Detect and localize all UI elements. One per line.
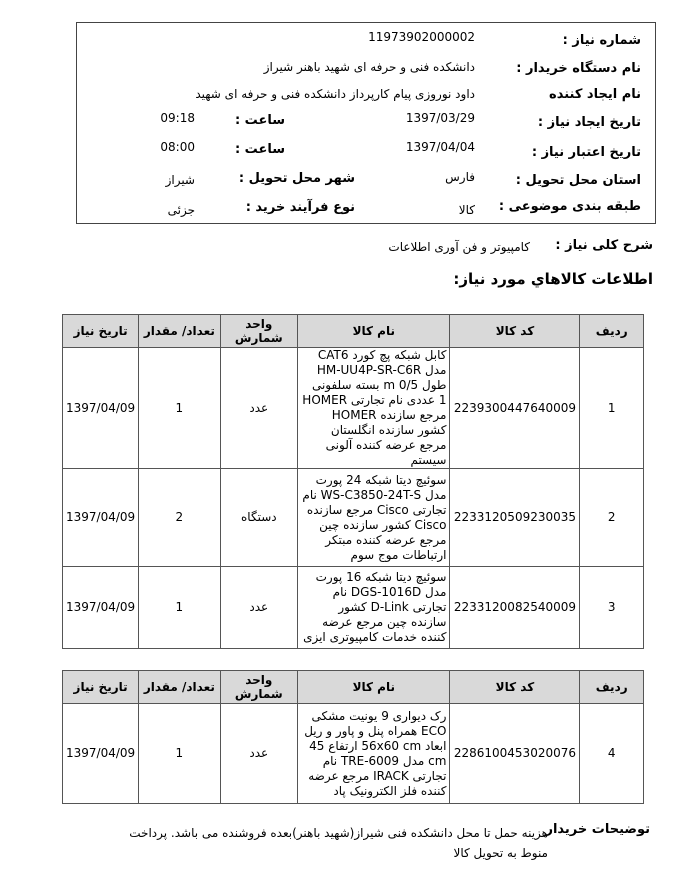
created-date: 1397/03/29 bbox=[405, 111, 475, 125]
cell-unit: عدد bbox=[220, 704, 298, 804]
col-code-header: کد کالا bbox=[450, 671, 580, 704]
cell-qty: 1 bbox=[139, 567, 220, 649]
summary-value: کامپیوتر و فن آوری اطلاعات bbox=[388, 240, 530, 254]
validity-date: 1397/04/04 bbox=[405, 140, 475, 154]
table-row bbox=[63, 567, 644, 649]
col-unit-header: واحد شمارش bbox=[220, 671, 298, 704]
cell-name: کابل شبکه پچ کورد CAT6 مدل HM-UU4P-SR-C6R طول 0/5 m بسته سلفونی 1 عددی نام تجارتی HOMER مرجع سازنده HOMER کشور سازنده انگلستان مرجع عرضه کننده آلونی سیستم bbox=[298, 348, 450, 469]
buyer-name: دانشکده فنی و حرفه ای شهید باهنر شیراز bbox=[263, 60, 475, 74]
table-row bbox=[63, 469, 644, 567]
col-name-header: نام کالا bbox=[298, 315, 450, 348]
cell-date: 1397/04/09 bbox=[63, 469, 139, 567]
cell-name: سوئیچ دیتا شبکه 16 پورت مدل DGS-1016D نام تجارتی D-Link کشور سازنده چین مرجع عرضه کننده خدمات کامپیوتری ایزی bbox=[298, 567, 450, 649]
cell-code: 2239300447640009 bbox=[450, 348, 580, 469]
province-label: استان محل تحویل : bbox=[515, 173, 641, 188]
col-qty-header: تعداد/ مقدار bbox=[139, 671, 220, 704]
items-table-2 bbox=[62, 670, 644, 804]
table-header-row bbox=[63, 315, 644, 348]
validity-date-label: تاریخ اعتبار نیاز : bbox=[531, 145, 641, 160]
items-table bbox=[62, 314, 644, 649]
col-qty-header: تعداد/ مقدار bbox=[139, 315, 220, 348]
col-code-header: کد کالا bbox=[450, 315, 580, 348]
cell-row: 3 bbox=[580, 567, 644, 649]
notes-value: هزینه حمل تا محل دانشکده فنی شیراز(شهید باهنر)بعده فروشنده می باشد. پرداخت منوط به تحویل کالا bbox=[129, 826, 548, 860]
cell-qty: 1 bbox=[139, 348, 220, 469]
created-time: 09:18 bbox=[160, 111, 195, 125]
col-row-header: ردیف bbox=[580, 315, 644, 348]
cell-unit: عدد bbox=[220, 567, 298, 649]
category-label: طبقه بندی موضوعی : bbox=[498, 199, 641, 214]
items-section-title: اطلاعات کالاهاي مورد نیاز: bbox=[453, 270, 653, 288]
created-time-label: ساعت : bbox=[234, 113, 285, 128]
table-row bbox=[63, 704, 644, 804]
need-info-box bbox=[76, 22, 656, 224]
creator-name: داود نوروزی پیام کارپرداز دانشکده فنی و حرفه ای شهید bbox=[195, 87, 475, 101]
cell-date: 1397/04/09 bbox=[63, 567, 139, 649]
col-date-header: تاریخ نیاز bbox=[63, 671, 139, 704]
col-row-header: ردیف bbox=[580, 671, 644, 704]
process-label: نوع فرآیند خرید : bbox=[245, 200, 355, 215]
col-name-header: نام کالا bbox=[298, 671, 450, 704]
creator-label: نام ایجاد کننده bbox=[549, 87, 641, 102]
cell-code: 2233120509230035 bbox=[450, 469, 580, 567]
cell-date: 1397/04/09 bbox=[63, 348, 139, 469]
notes-label: توضیحات خریدار bbox=[545, 822, 650, 837]
cell-name: رک دیواری 9 یونیت مشکی ECO همراه پنل و پاور و ریل ابعاد 56x60 cm ارتفاع 45 cm مدل TRE-6009 نام تجارتی IRACK مرجع عرضه کننده فلز الکترونیک پاد bbox=[298, 704, 450, 804]
summary-label: شرح کلی نیاز : bbox=[555, 238, 653, 253]
col-unit-header: واحد شمارش bbox=[220, 315, 298, 348]
cell-unit: عدد bbox=[220, 348, 298, 469]
need-number: 11973902000002 bbox=[368, 30, 475, 44]
cell-name: سوئیچ دیتا شبکه 24 پورت مدل WS-C3850-24T-S نام تجارتی Cisco مرجع سازنده Cisco کشور سازنده چین مرجع عرضه کننده مبتکر ارتباطات موج سوم bbox=[298, 469, 450, 567]
validity-time: 08:00 bbox=[160, 140, 195, 154]
city: شیراز bbox=[165, 173, 195, 187]
category: کالا bbox=[458, 203, 475, 217]
cell-qty: 1 bbox=[139, 704, 220, 804]
cell-row: 2 bbox=[580, 469, 644, 567]
col-date-header: تاریخ نیاز bbox=[63, 315, 139, 348]
province: فارس bbox=[445, 170, 475, 184]
cell-date: 1397/04/09 bbox=[63, 704, 139, 804]
process: جزئی bbox=[167, 203, 195, 217]
buyer-label: نام دستگاه خریدار : bbox=[516, 61, 641, 76]
table-row bbox=[63, 348, 644, 469]
cell-unit: دستگاه bbox=[220, 469, 298, 567]
need-number-label: شماره نیاز : bbox=[562, 33, 641, 48]
cell-code: 2233120082540009 bbox=[450, 567, 580, 649]
city-label: شهر محل تحویل : bbox=[238, 171, 355, 186]
cell-row: 1 bbox=[580, 348, 644, 469]
cell-qty: 2 bbox=[139, 469, 220, 567]
cell-code: 2286100453020076 bbox=[450, 704, 580, 804]
table-header-row bbox=[63, 671, 644, 704]
created-date-label: تاریخ ایجاد نیاز : bbox=[537, 115, 641, 130]
cell-row: 4 bbox=[580, 704, 644, 804]
validity-time-label: ساعت : bbox=[234, 142, 285, 157]
